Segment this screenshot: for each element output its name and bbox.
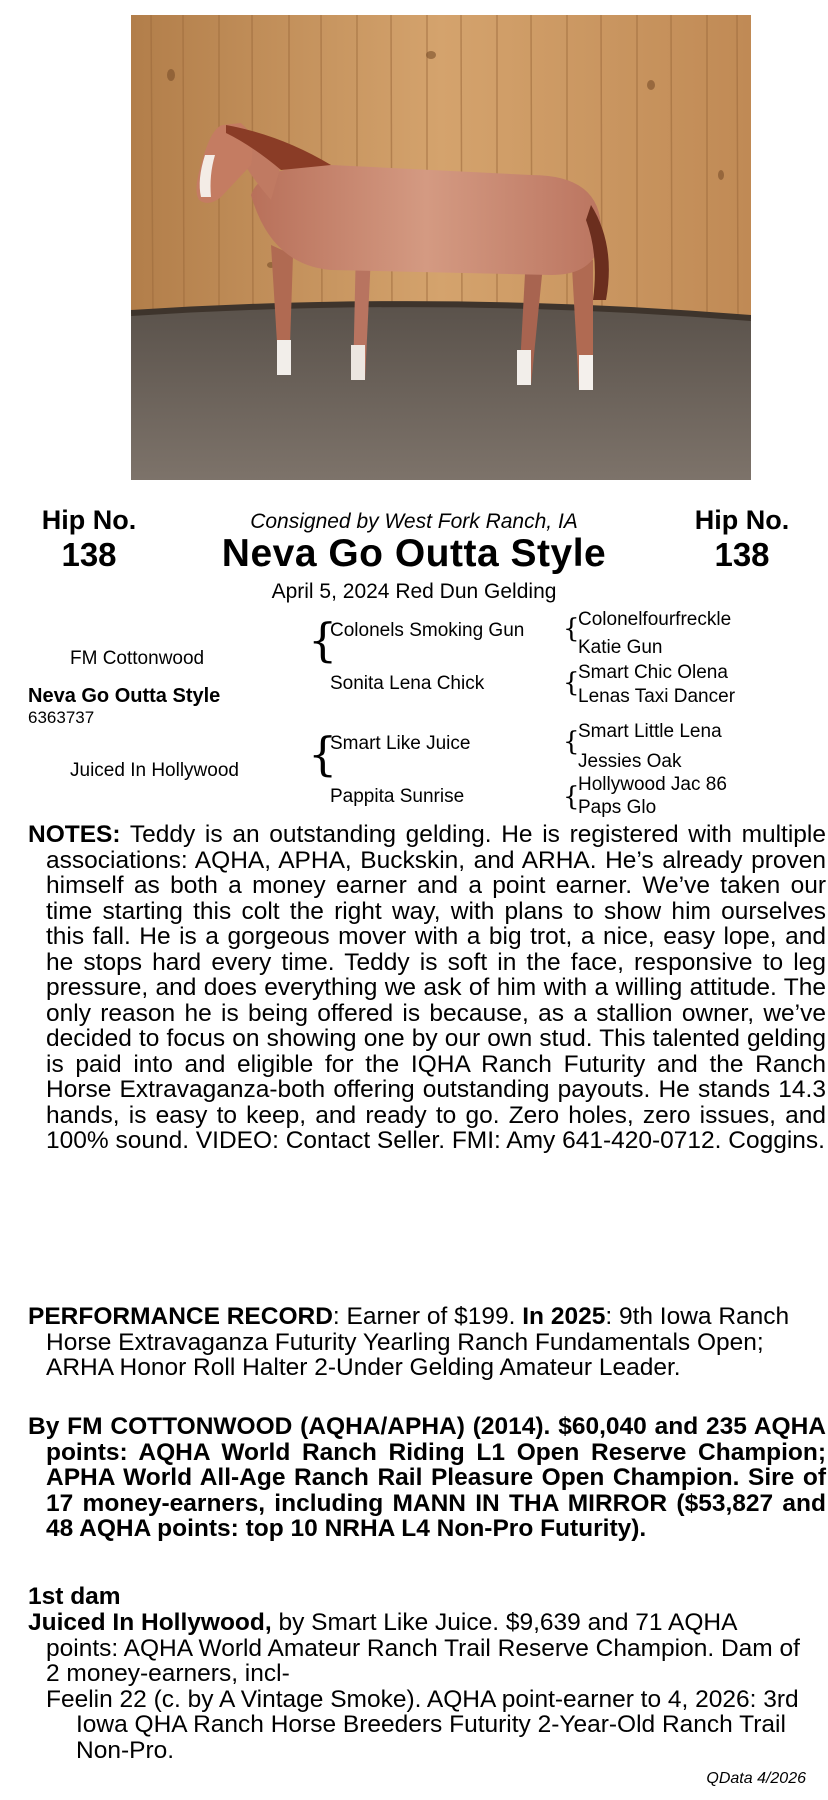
pedigree-gg-5: Smart Little Lena — [578, 721, 722, 742]
brace-gg-2: { — [563, 668, 580, 698]
pedigree-sire-sire: Colonels Smoking Gun — [330, 620, 525, 641]
pedigree-dam-dam: Pappita Sunrise — [330, 786, 465, 807]
pedigree-gg-8: Paps Glo — [578, 797, 657, 818]
notes-label: NOTES: — [28, 821, 121, 848]
pedigree-gg-3: Smart Chic Olena — [578, 662, 728, 683]
first-dam-text: by Smart Like Juice. $9,639 and 71 AQHA points: AQHA World Amateur Ranch Trail Reserve Champion. Dam of 2 money-earners, incl- — [46, 1609, 800, 1687]
pedigree-gg-2: Katie Gun — [578, 637, 663, 658]
consignor: Consigned by West Fork Ranch, IA — [250, 510, 578, 533]
first-dam-produce: Feelin 22 (c. by A Vintage Smoke). AQHA point-earner to 4, 2026: 3rd Iowa QHA Ranch Horse Breeders Futurity 2-Year-Old Ranch Trail Non-Pro. — [46, 1685, 799, 1764]
brace-gg-1: { — [563, 614, 580, 644]
first-dam-section — [28, 1610, 808, 1763]
horse-description: April 5, 2024 Red Dun Gelding — [271, 580, 557, 603]
performance-text: : 9th Iowa Ranch Horse Extravaganza Futurity Yearling Ranch Fundamentals Open; ARHA Honor Roll Halter 2-Under Gelding Amateur Leader. — [46, 1303, 790, 1381]
pedigree-gg-1: Colonelfourfreckle — [578, 609, 732, 630]
performance-section — [28, 1304, 826, 1381]
notes-section — [28, 822, 826, 1154]
brace-gg-3: { — [563, 727, 580, 757]
first-dam-name: Juiced In Hollywood, — [28, 1609, 272, 1636]
pedigree-sire: FM Cottonwood — [70, 648, 205, 669]
pedigree-reg-number: 6363737 — [28, 708, 95, 727]
hip-label-right: Hip No. — [694, 505, 790, 535]
pedigree-horse: Neva Go Outta Style — [28, 685, 221, 707]
brace-gg-4: { — [563, 782, 580, 812]
horse-photo — [131, 15, 751, 480]
performance-year: In 2025 — [522, 1303, 606, 1330]
notes-text: Teddy is an outstanding gelding. He is registered with multiple associations: AQHA, APHA, Buckskin, and ARHA. He’s already proven himself as both a money earner and a point earner. We’ve taken our time starting this colt the right way, with plans to show him ourselves this fall. He is a gorgeous mover with a big trot, a nice, easy lope, and he stops hard every time. Teddy is soft in the face, responsive to leg pressure, and does everything we ask of him with a willing attitude. The only reason he is being offered is because, as a stallion owner, we’ve decided to focus on showing one by our own stud. This talented gelding is paid into and eligible for the IQHA Ranch Futurity and the Ranch Horse Extravaganza-both offering outstanding payouts. He stands 14.3 hands, is easy to keep, and ready to go. Zero holes, zero issues, and 100% sound. VIDEO: Contact Seller. FMI: Amy 641-420-0712. Coggins. — [46, 821, 826, 1154]
pedigree-sire-dam: Sonita Lena Chick — [330, 673, 485, 694]
hip-label-left: Hip No. — [41, 505, 137, 535]
performance-earner: : Earner of $199. — [332, 1303, 523, 1330]
pedigree-gg-6: Jessies Oak — [578, 751, 682, 772]
horse-name: Neva Go Outta Style — [221, 532, 607, 575]
sire-section: By FM COTTONWOOD (AQHA/APHA) (2014). $60,040 and 235 AQHA points: AQHA World Ranch Riding L1 Open Reserve Champion; APHA World All-Age Ranch Rail Pleasure Open Champion. Sire of 17 money-earners, including MANN IN THA MIRROR ($53,827 and 48 AQHA points: top 10 NRHA L4 Non-Pro Futurity). — [28, 1413, 826, 1542]
pedigree-dam-sire: Smart Like Juice — [330, 733, 471, 754]
pedigree-gg-4: Lenas Taxi Dancer — [578, 686, 736, 707]
brace-dam: { — [308, 727, 338, 781]
hip-number-left: 138 — [61, 536, 117, 573]
source-footer: QData 4/2026 — [706, 1770, 806, 1787]
performance-label: PERFORMANCE RECORD — [28, 1303, 333, 1330]
brace-sire: { — [308, 613, 338, 667]
pedigree-dam: Juiced In Hollywood — [70, 760, 239, 781]
first-dam-record — [28, 1610, 808, 1687]
first-dam-heading: 1st dam — [28, 1583, 121, 1610]
hip-number-right: 138 — [714, 536, 770, 573]
pedigree-gg-7: Hollywood Jac 86 — [578, 774, 727, 795]
horse-photo-image — [131, 15, 751, 480]
